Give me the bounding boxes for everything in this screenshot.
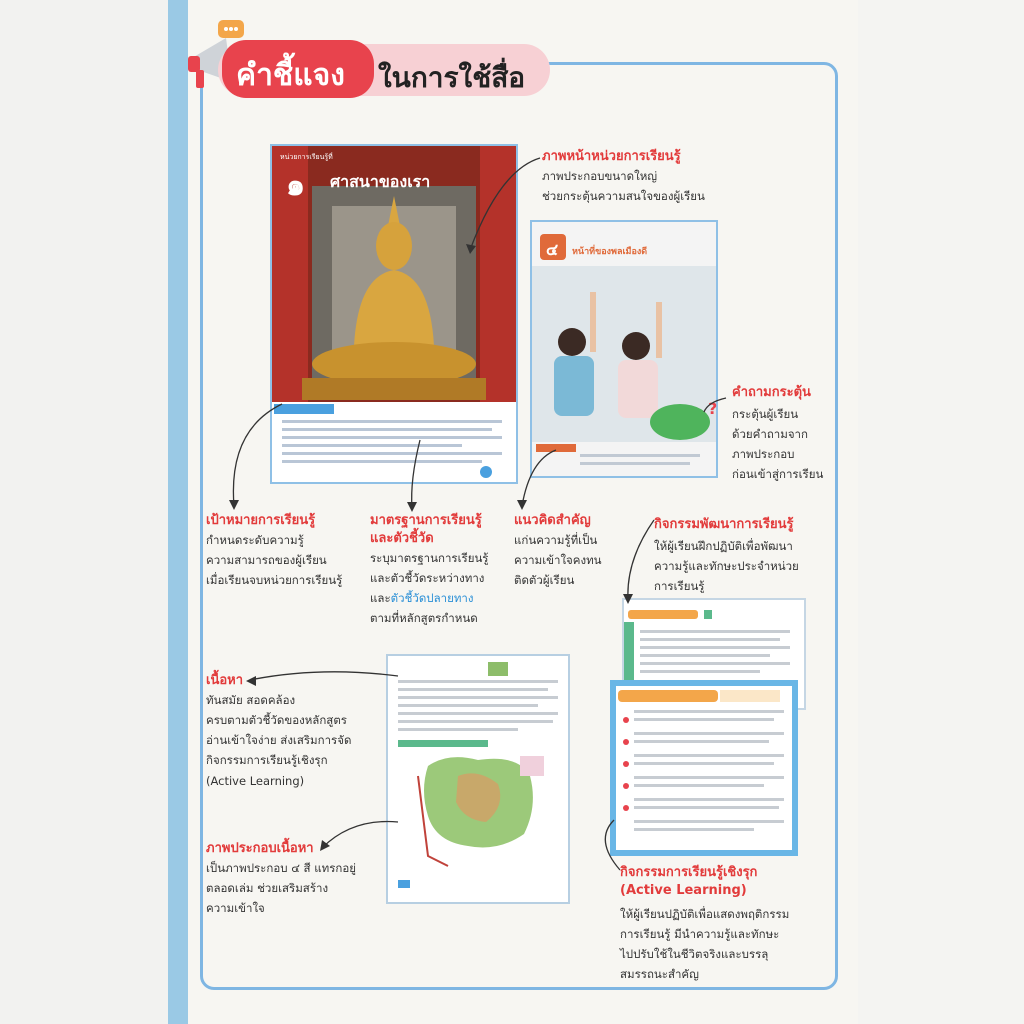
unit-number: ๑ [286,168,306,203]
arrow-learning-goal [233,404,282,506]
arrow-active-learning [605,820,620,870]
standards-highlight: ตัวชี้วัดปลายทาง [390,591,474,606]
unit-badge: หน่วยการเรียนรู้ที่ [280,153,333,161]
arrow-dev-activity [628,520,654,600]
arrow-trigger-question [704,398,726,412]
question-page-title: หน้าที่ของพลเมืองดี [572,247,648,257]
unit-page-desc: ภาพประกอบขนาดใหญ่ ช่วยกระตุ้นความสนใจของผู้เรียน [542,169,705,204]
arrow-standards [412,440,420,508]
trigger-question-desc: กระตุ้นผู้เรียน ด้วยคำถามจาก ภาพประกอบ ก่อนเข้าสู่การเรียน [732,407,824,482]
page-title: คำชี้แจง [236,58,345,93]
learning-goal-desc: กำหนดระดับความรู้ ความสามารถของผู้เรียน เมื่อเรียนจบหน่วยการเรียนรู้ [206,533,343,588]
content-label: เนื้อหา [206,673,244,688]
arrow-unit-page [470,158,540,250]
learning-goal-label: เป้าหมายการเรียนรู้ [206,513,316,528]
question-page-number: ๔ [546,240,559,259]
arrow-content-images [322,822,398,848]
dev-activity-label: กิจกรรมพัฒนาการเรียนรู้ [654,517,794,532]
active-learning-label: กิจกรรมการเรียนรู้เชิงรุก (Active Learning) [620,865,758,898]
unit-page-label: ภาพหน้าหน่วยการเรียนรู้ [542,149,681,164]
arrow-key-concept [522,450,556,506]
standards-desc: ระบุมาตรฐานการเรียนรู้ และตัวชี้วัดระหว่างทาง และตัวชี้วัดปลายทาง ตามที่หลักสูตรกำหนด [370,551,489,626]
content-desc: ทันสมัย สอดคล้อง ครบตามตัวชี้วัดของหลักสูตร อ่านเข้าใจง่าย ส่งเสริมการจัด กิจกรรมการเรียนรู้เชิงรุก (Active Learning) [206,693,352,788]
arrow-content [250,672,398,680]
dev-activity-desc: ให้ผู้เรียนฝึกปฏิบัติเพื่อพัฒนา ความรู้และทักษะประจำหน่วย การเรียนรู้ [654,539,799,594]
svg-text:?: ? [708,399,718,418]
content-images-desc: เป็นภาพประกอบ ๔ สี แทรกอยู่ ตลอดเล่ม ช่วยเสริมสร้าง ความเข้าใจ [206,861,356,916]
page-subtitle: ในการใช้สื่อ [378,61,526,94]
active-learning-desc: ให้ผู้เรียนปฏิบัติเพื่อแสดงพฤติกรรม การเรียนรู้ มีนำความรู้และทักษะ ไปปรับใช้ในชีวิตจริงและบรรลุ สมรรถนะสำคัญ [620,907,790,982]
standards-label: มาตรฐานการเรียนรู้ และตัวชี้วัด [370,513,482,546]
key-concept-desc: แก่นความรู้ที่เป็น ความเข้าใจคงทน ติดตัวผู้เรียน [514,533,602,588]
trigger-question-label: คำถามกระตุ้น [732,385,811,400]
content-images-label: ภาพประกอบเนื้อหา [206,841,314,856]
key-concept-label: แนวคิดสำคัญ [514,513,591,528]
unit-title: ศาสนาของเรา [330,172,431,191]
